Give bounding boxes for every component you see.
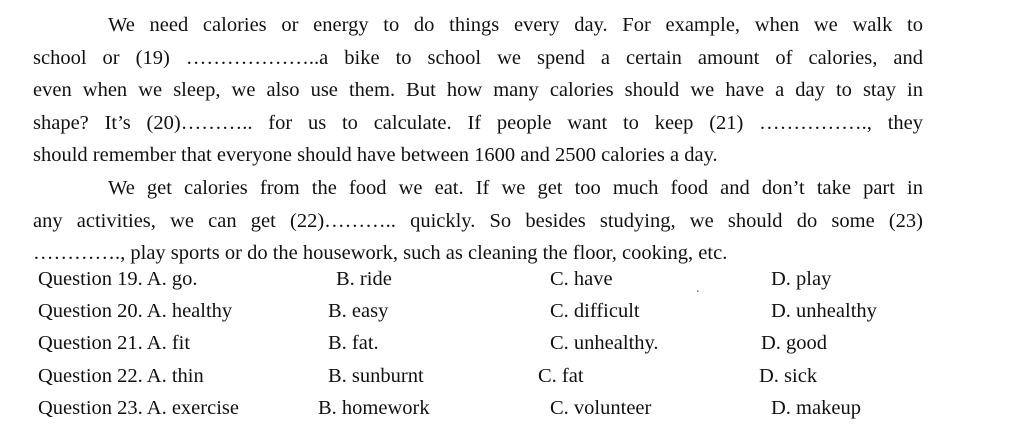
question-row [38,332,938,364]
question-label-option-a[interactable]: Question 23. A. exercise [38,396,239,419]
reading-passage [33,9,923,270]
question-label-option-a[interactable]: Question 20. A. healthy [38,300,233,323]
question-row [38,397,938,429]
passage-line: even when we sleep, we also use them. But how many calories should we have a day to stay in [33,79,923,102]
question-row [38,365,938,397]
option-b[interactable]: B. sunburnt [328,364,424,387]
passage-line: …………., play sports or do the housework, such as cleaning the floor, cooking, etc. [33,242,728,265]
stray-mark: . [696,281,700,296]
option-d[interactable]: D. makeup [771,396,861,419]
option-c[interactable]: C. unhealthy. [550,332,659,355]
question-row [38,268,938,300]
option-c[interactable]: C. fat [538,364,584,387]
option-c[interactable]: C. difficult [550,300,640,323]
option-b[interactable]: B. ride [336,268,392,290]
option-c[interactable]: C. have [550,268,613,290]
option-b[interactable]: B. easy [328,300,389,323]
option-c[interactable]: C. volunteer [550,396,652,419]
option-b[interactable]: B. fat. [328,332,379,355]
option-d[interactable]: D. sick [759,364,818,387]
passage-line: shape? It’s (20)……….. for us to calculate. If people want to keep (21) ……………., they [33,111,923,134]
passage-line: should remember that everyone should have between 1600 and 2500 calories a day. [33,144,718,167]
question-label-option-a[interactable]: Question 22. A. thin [38,364,204,387]
passage-line: We need calories or energy to do things every day. For example, when we walk to [108,14,923,36]
option-d[interactable]: D. good [761,332,828,355]
passage-line: any activities, we can get (22)……….. quickly. So besides studying, we should do some (23) [33,209,923,232]
question-row [38,300,938,332]
question-label-option-a[interactable]: Question 21. A. fit [38,332,191,355]
option-d[interactable]: D. unhealthy [771,300,877,323]
option-b[interactable]: B. homework [318,396,430,419]
option-d[interactable]: D. play [771,268,832,290]
question-list [38,268,938,429]
passage-line: We get calories from the food we eat. If we get too much food and don’t take part in [108,176,923,199]
question-label-option-a[interactable]: Question 19. A. go. [38,268,198,290]
passage-line: school or (19) ………………..a bike to school we spend a certain amount of calories, and [33,46,923,69]
